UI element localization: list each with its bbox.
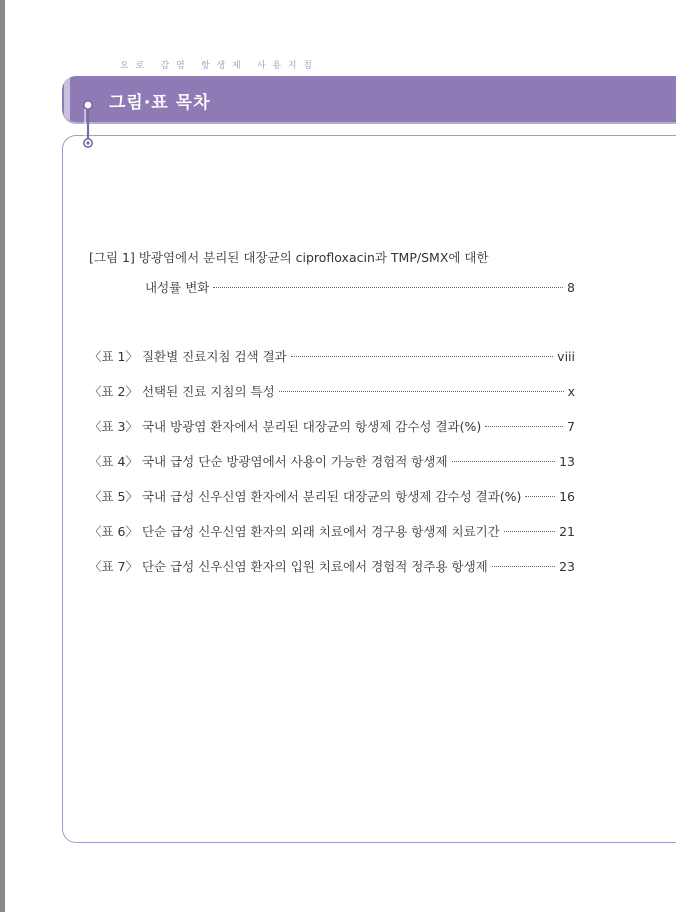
table-entry-6[interactable] [89,522,575,542]
dot-leader [492,566,555,567]
table-entry-label: 〈표 4〉 국내 급성 단순 방광염에서 사용이 가능한 경험적 항생제 [89,454,448,469]
page-number: 7 [567,419,575,434]
page-number: 21 [559,524,575,539]
table-entry-3[interactable] [89,417,575,437]
page-number: 23 [559,559,575,574]
page-number: 8 [567,280,575,295]
table-entry-label: 〈표 2〉 선택된 진료 지침의 특성 [89,384,275,399]
dot-leader [291,356,553,357]
figure-entry-1-line1: [그림 1] 방광염에서 분리된 대장균의 ciprofloxacin과 TMP/SMX에 대한 [89,250,489,265]
table-entry-4[interactable] [89,452,575,472]
section-title: 그림·표 목차 [109,93,211,113]
table-entry-label: 〈표 3〉 국내 방광염 환자에서 분리된 대장균의 항생제 감수성 결과(%) [89,419,482,434]
page-left-edge [0,0,5,912]
figure-entry-label: 내성률 변화 [145,280,210,295]
table-entry-7[interactable] [89,557,575,577]
table-entry-label: 〈표 1〉 질환별 진료지침 검색 결과 [89,349,287,364]
page-number: viii [557,349,575,364]
table-entry-1[interactable] [89,347,575,367]
page-number: x [567,384,575,399]
page-number: 13 [559,454,575,469]
binder-clip-icon [82,97,94,149]
table-entry-label: 〈표 5〉 국내 급성 신우신염 환자에서 분리된 대장균의 항생제 감수성 결과(%) [89,489,522,504]
dot-leader [485,426,563,427]
table-entry-5[interactable] [89,487,575,507]
dot-leader [525,496,555,497]
section-title-band [62,76,676,122]
table-entry-label: 〈표 7〉 단순 급성 신우신염 환자의 입원 치료에서 경험적 정주용 항생제 [89,559,488,574]
figure-entry-1[interactable] [145,278,575,298]
table-entry-label: 〈표 6〉 단순 급성 신우신염 환자의 외래 치료에서 경구용 항생제 치료기간 [89,524,500,539]
dot-leader [452,461,556,462]
table-entry-2[interactable] [89,382,575,402]
dot-leader [504,531,555,532]
dot-leader [213,287,563,288]
running-header: 요로 감염 항생제 사용지침 [120,61,319,71]
page-number: 16 [559,489,575,504]
dot-leader [279,391,564,392]
